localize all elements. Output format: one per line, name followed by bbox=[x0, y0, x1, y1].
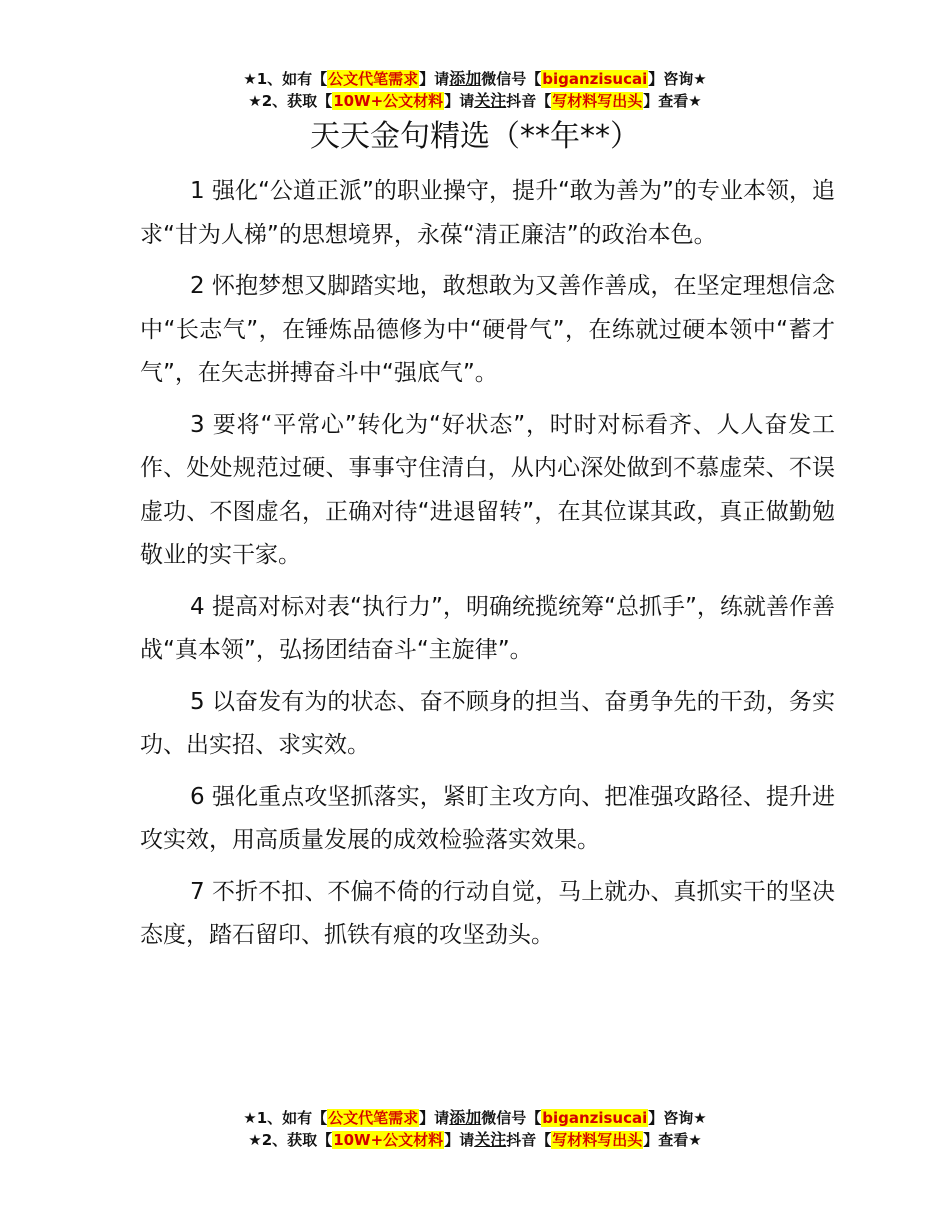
header-banner bbox=[0, 68, 950, 112]
banner-text: ★1、如有【 bbox=[243, 1109, 328, 1127]
banner-text: 】请 bbox=[444, 92, 475, 110]
footer-banner bbox=[0, 1107, 950, 1151]
footer-banner-line-2 bbox=[0, 1129, 950, 1151]
paragraph-2: 2 怀抱梦想又脚踏实地，敢想敢为又善作善成，在坚定理想信念中“长志气”，在锤炼品德修为中“硬骨气”，在练就过硬本领中“蓄才气”，在矢志拼搏奋斗中“强底气”。 bbox=[140, 273, 835, 386]
banner-highlight: 10W+公文材料 bbox=[333, 1131, 444, 1149]
banner-emphasis: 添加 bbox=[449, 1108, 482, 1127]
paragraph-6: 6 强化重点攻坚抓落实，紧盯主攻方向、把准强攻路径、提升进攻实效，用高质量发展的成效检验落实效果。 bbox=[140, 783, 835, 853]
banner-text: 】查看★ bbox=[643, 1131, 702, 1149]
header-banner-line-1 bbox=[0, 68, 950, 90]
banner-highlight: 公文代笔需求 bbox=[328, 1109, 419, 1127]
banner-highlight: biganzisucai bbox=[542, 70, 648, 88]
banner-highlight: 公文代笔需求 bbox=[328, 70, 419, 88]
banner-text: 】咨询★ bbox=[648, 1109, 707, 1127]
banner-text: 抖音【 bbox=[506, 92, 552, 110]
banner-text: 】咨询★ bbox=[648, 70, 707, 88]
header-banner-line-2 bbox=[0, 90, 950, 112]
paragraph-3: 3 要将“平常心”转化为“好状态”，时时对标看齐、人人奋发工作、处处规范过硬、事事守住清白，从内心深处做到不慕虚荣、不误虚功、不图虚名，正确对待“进退留转”，在其位谋其政，真正做勤勉敬业的实干家。 bbox=[140, 411, 835, 568]
banner-text: ★2、获取【 bbox=[248, 92, 333, 110]
banner-emphasis: 关注 bbox=[474, 91, 507, 110]
banner-text: 微信号【 bbox=[481, 70, 542, 88]
banner-emphasis: 关注 bbox=[474, 1130, 507, 1149]
banner-text: 】请 bbox=[419, 70, 450, 88]
banner-text: 微信号【 bbox=[481, 1109, 542, 1127]
paragraph-5: 5 以奋发有为的状态、奋不顾身的担当、奋勇争先的干劲，务实功、出实招、求实效。 bbox=[140, 688, 835, 758]
banner-text: 】请 bbox=[444, 1131, 475, 1149]
banner-text: 】请 bbox=[419, 1109, 450, 1127]
document-body bbox=[140, 170, 835, 966]
paragraph-4: 4 提高对标对表“执行力”，明确统揽统筹“总抓手”，练就善作善战“真本领”，弘扬团结奋斗“主旋律”。 bbox=[140, 593, 835, 663]
paragraph-1: 1 强化“公道正派”的职业操守，提升“敢为善为”的专业本领，追求“甘为人梯”的思想境界，永葆“清正廉洁”的政治本色。 bbox=[140, 178, 835, 248]
paragraph-7: 7 不折不扣、不偏不倚的行动自觉，马上就办、真抓实干的坚决态度，踏石留印、抓铁有痕的攻坚劲头。 bbox=[140, 878, 835, 948]
banner-text: 】查看★ bbox=[643, 92, 702, 110]
banner-text: ★2、获取【 bbox=[248, 1131, 333, 1149]
banner-text: ★1、如有【 bbox=[243, 70, 328, 88]
banner-highlight: 写材料写出头 bbox=[552, 1131, 643, 1149]
footer-banner-line-1 bbox=[0, 1107, 950, 1129]
banner-highlight: biganzisucai bbox=[542, 1109, 648, 1127]
banner-highlight: 10W+公文材料 bbox=[333, 92, 444, 110]
page-title: 天天金句精选（**年**） bbox=[310, 119, 640, 154]
banner-emphasis: 添加 bbox=[449, 69, 482, 88]
banner-highlight: 写材料写出头 bbox=[552, 92, 643, 110]
banner-text: 抖音【 bbox=[506, 1131, 552, 1149]
